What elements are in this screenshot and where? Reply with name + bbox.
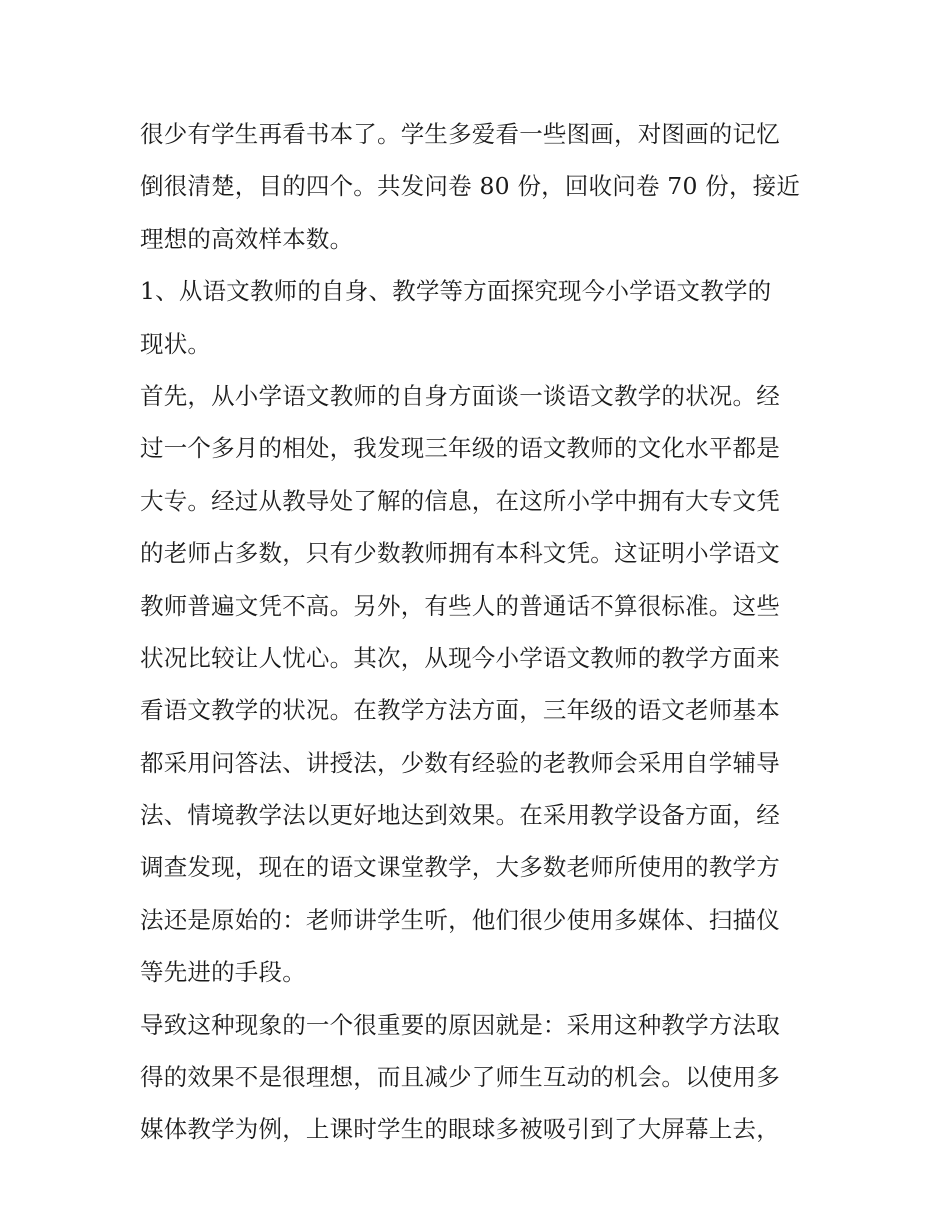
body-text bbox=[140, 108, 820, 1156]
text-line: 等先进的手段。 bbox=[140, 958, 306, 987]
text-line: 都采用问答法、讲授法，少数有经验的老教师会采用自学辅导 bbox=[140, 748, 780, 777]
text-line: 很少有学生再看书本了。学生多爱看一些图画，对图画的记忆 bbox=[140, 120, 780, 148]
text-line: 得的效果不是很理想，而且减少了师生互动的机会。以使用多 bbox=[140, 1063, 780, 1092]
text-line: 倒很清楚，目的四个。共发问卷 80 份，回收问卷 70 份，接近 bbox=[140, 172, 801, 201]
text-line: 法还是原始的：老师讲学生听，他们很少使用多媒体、扫描仪 bbox=[140, 905, 780, 934]
text-line: 教师普遍文凭不高。另外，有些人的普通话不算很标准。这些 bbox=[140, 591, 780, 620]
text-line: 现状。 bbox=[140, 329, 212, 358]
text-line: 媒体教学为例，上课时学生的眼球多被吸引到了大屏幕上去， bbox=[140, 1115, 780, 1144]
text-line: 调查发现，现在的语文课堂教学，大多数老师所使用的教学方 bbox=[140, 853, 780, 882]
paragraph-cause bbox=[140, 999, 820, 1156]
text-line: 状况比较让人忧心。其次，从现今小学语文教师的教学方面来 bbox=[140, 643, 780, 672]
section-heading bbox=[140, 265, 820, 370]
text-line: 法、情境教学法以更好地达到效果。在采用教学设备方面，经 bbox=[140, 801, 780, 830]
paragraph-survey bbox=[140, 108, 820, 265]
text-line: 大专。经过从教导处了解的信息，在这所小学中拥有大专文凭 bbox=[140, 486, 780, 515]
text-line: 过一个多月的相处，我发现三年级的语文教师的文化水平都是 bbox=[140, 434, 780, 463]
text-line: 理想的高效样本数。 bbox=[140, 224, 354, 253]
text-line: 1、从语文教师的自身、教学等方面探究现今小学语文教学的 bbox=[140, 277, 772, 306]
paragraph-teacher-status bbox=[140, 370, 820, 999]
text-line: 的老师占多数，只有少数教师拥有本科文凭。这证明小学语文 bbox=[140, 539, 780, 568]
text-line: 看语文教学的状况。在教学方法方面，三年级的语文老师基本 bbox=[140, 696, 780, 725]
text-line: 首先，从小学语文教师的自身方面谈一谈语文教学的状况。经 bbox=[140, 381, 780, 410]
text-line: 导致这种现象的一个很重要的原因就是：采用这种教学方法取 bbox=[140, 1010, 780, 1039]
